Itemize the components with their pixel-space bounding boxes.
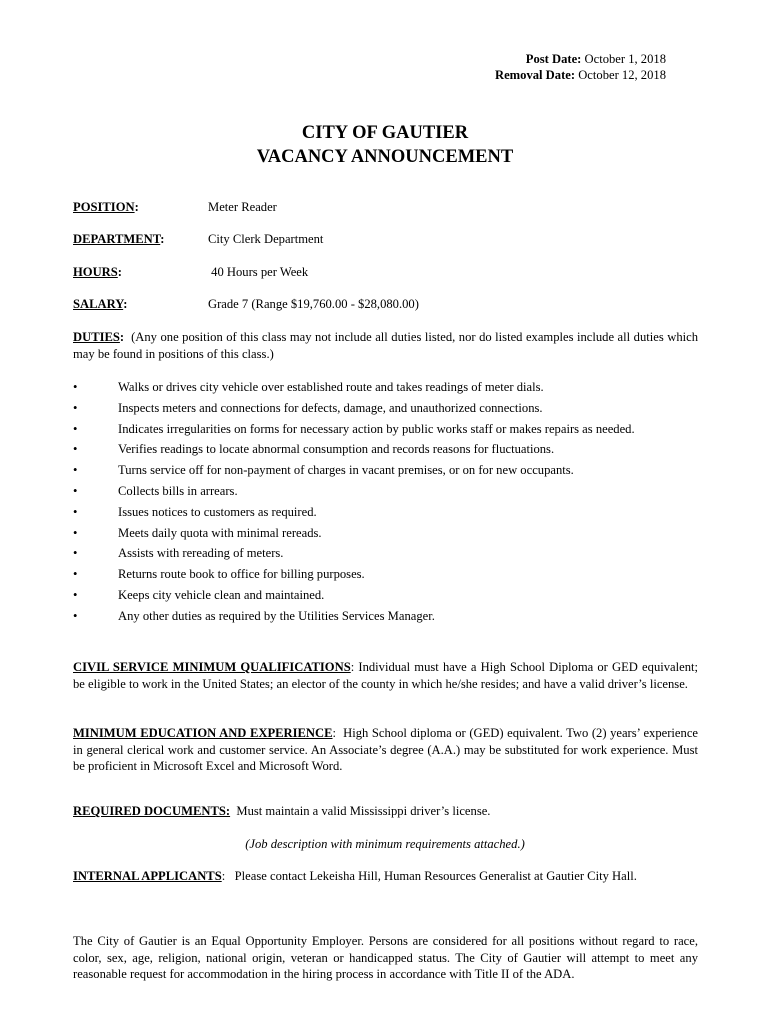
bullet-icon: • xyxy=(73,463,78,478)
title-line-2: VACANCY ANNOUNCEMENT xyxy=(256,147,514,167)
duty-text: Indicates irregularities on forms for necessary action by public works staff or makes repairs as needed. xyxy=(118,421,635,436)
duties-list xyxy=(73,377,698,627)
bullet-icon: • xyxy=(73,442,78,457)
position-label: POSITION: xyxy=(73,200,139,214)
removal-date-label: Removal Date: xyxy=(494,68,576,82)
document-title xyxy=(0,121,770,169)
education-label: MINIMUM EDUCATION AND EXPERIENCE xyxy=(73,726,333,740)
duty-text: Turns service off for non-payment of charges in vacant premises, or on for new occupants. xyxy=(118,463,574,478)
title-line-1: CITY OF GAUTIER xyxy=(301,123,469,143)
removal-date-value: October 12, 2018 xyxy=(575,68,666,82)
duties-label: DUTIES xyxy=(73,330,120,344)
duty-text: Meets daily quota with minimal rereads. xyxy=(118,525,322,540)
required-documents-label: REQUIRED DOCUMENTS: xyxy=(73,804,231,818)
posting-dates xyxy=(495,51,666,83)
duty-item xyxy=(73,377,698,398)
duty-item xyxy=(73,481,698,502)
department-field xyxy=(73,231,698,247)
post-date-line xyxy=(495,51,666,67)
duty-item xyxy=(73,398,698,419)
duty-item xyxy=(73,543,698,564)
duty-text: Assists with rereading of meters. xyxy=(118,546,284,561)
duty-item xyxy=(73,606,698,627)
bullet-icon: • xyxy=(73,483,78,498)
civil-service-label: CIVIL SERVICE MINIMUM QUALIFICATIONS xyxy=(73,660,351,674)
post-date-value: October 1, 2018 xyxy=(581,52,666,66)
bullet-icon: • xyxy=(73,567,78,582)
duty-text: Walks or drives city vehicle over established route and takes readings of meter dials. xyxy=(118,380,544,394)
duty-item xyxy=(73,502,698,523)
salary-field xyxy=(73,296,698,312)
duty-text: Inspects meters and connections for defects, damage, and unauthorized connections. xyxy=(118,400,543,415)
duty-text: Issues notices to customers as required. xyxy=(118,504,317,519)
duty-text: Returns route book to office for billing purposes. xyxy=(118,567,365,582)
bullet-icon: • xyxy=(73,504,78,519)
duty-item xyxy=(73,564,698,585)
hours-value: 40 Hours per Week xyxy=(208,265,309,279)
duty-item xyxy=(73,439,698,460)
civil-service-qualifications xyxy=(73,659,698,692)
duty-text: Keeps city vehicle clean and maintained. xyxy=(118,587,325,602)
duty-text: Collects bills in arrears. xyxy=(118,483,238,498)
bullet-icon: • xyxy=(73,587,78,602)
internal-applicants-label: INTERNAL APPLICANTS xyxy=(73,869,222,883)
duty-text: Any other duties as required by the Utilities Services Manager. xyxy=(118,608,435,623)
bullet-icon: • xyxy=(73,525,78,540)
salary-label: SALARY: xyxy=(73,297,128,311)
salary-value: Grade 7 (Range $19,760.00 - $28,080.00) xyxy=(208,297,419,311)
duty-item xyxy=(73,460,698,481)
duty-item xyxy=(73,419,698,440)
internal-applicants xyxy=(73,868,698,885)
duty-item xyxy=(73,523,698,544)
internal-applicants-text: : Please contact Lekeisha Hill, Human Resources Generalist at Gautier City Hall. xyxy=(221,869,637,883)
removal-date-line xyxy=(495,67,666,83)
post-date-label: Post Date: xyxy=(525,52,582,66)
bullet-icon: • xyxy=(73,421,78,436)
department-value: City Clerk Department xyxy=(208,232,324,246)
bullet-icon: • xyxy=(73,400,78,415)
hours-label: HOURS: xyxy=(73,265,122,279)
duty-item xyxy=(73,585,698,606)
required-documents xyxy=(73,803,698,820)
bullet-icon: • xyxy=(73,380,78,394)
civil-service-text: : Individual must have a High School Diploma or GED equivalent; be eligible to work in the United States; an elector of the county in which he/she resides; and have a valid driver’s license. xyxy=(73,660,699,691)
duty-text: Verifies readings to locate abnormal consumption and records reasons for fluctuations. xyxy=(118,442,555,457)
minimum-education-experience xyxy=(73,725,702,775)
department-label: DEPARTMENT: xyxy=(73,232,165,246)
duties-intro: DUTIES: (Any one position of this class may not include all duties listed, nor do listed examples include all duties which may be found in positions of this class.) xyxy=(73,330,702,361)
hours-field xyxy=(73,264,698,280)
required-documents-text: Must maintain a valid Mississippi driver’s license. xyxy=(230,804,491,818)
duties-intro-text: (Any one position of this class may not include all duties listed, nor do listed examples include all duties which may be found in positions of this class.) xyxy=(73,330,702,361)
bullet-icon: • xyxy=(73,608,78,623)
position-field xyxy=(73,199,698,215)
attached-note: (Job description with minimum requirements attached.) xyxy=(245,837,525,851)
education-text: : High School diploma or (GED) equivalent. Two (2) years’ experience in general clerical work and customer service. An Associate’s degree (A.A.) may be substituted for work experience. Must be proficient in Microsoft Excel and Microsoft Word. xyxy=(73,726,702,773)
bullet-icon: • xyxy=(73,546,78,561)
eoe-statement: The City of Gautier is an Equal Opportunity Employer. Persons are considered for all positions without regard to race, color, sex, age, religion, national origin, veteran or handicapped status. The City of Gautier will attempt to meet any reasonable request for accommodation in the hiring process in accordance with Title II of the ADA. xyxy=(73,934,698,981)
position-value: Meter Reader xyxy=(208,200,277,214)
